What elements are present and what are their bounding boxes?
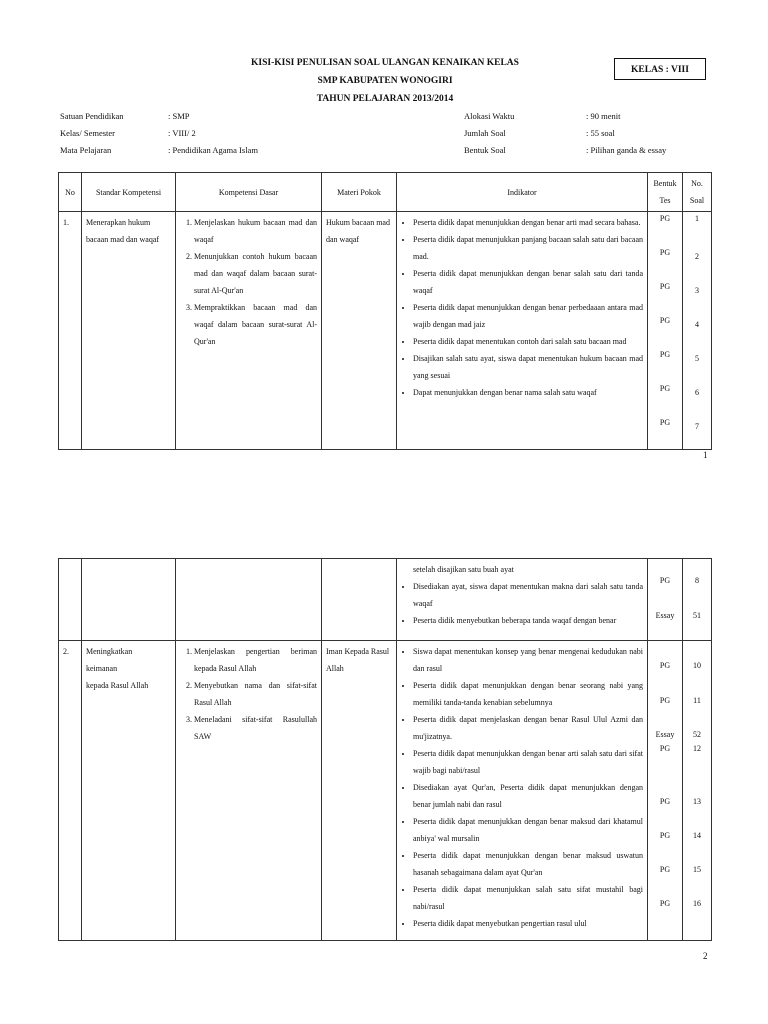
info-value: : Pendidikan Agama Islam (168, 145, 258, 155)
indikator-continued-line: setelah disajikan satu buah ayat (413, 565, 514, 574)
kisi-kisi-table-page2 (58, 558, 712, 941)
no-soal (683, 641, 712, 941)
indikator-continued (397, 559, 648, 641)
bentuk-value: PG (659, 418, 671, 427)
indikator-item: • Dapat menunjukkan dengan benar nama salah satu waqaf (413, 384, 643, 401)
kd-item: 2. Menunjukkan contoh hukum bacaan mad dan waqaf dalam bacaan surat-surat Al-Qur'an (194, 248, 317, 299)
table-header-row (59, 173, 712, 212)
bentuk-value: PG (659, 248, 671, 257)
no-soal (683, 559, 712, 641)
indikator-item: • Peserta didik dapat menunjukkan dengan benar salah satu dari tanda waqaf (413, 265, 643, 299)
page-number: 1 (703, 450, 708, 460)
no-soal (683, 212, 712, 450)
bentuk-value: PG (659, 797, 671, 806)
nosoal-value: 1 (695, 214, 699, 223)
page-number: 2 (703, 951, 708, 961)
table-row-continued (59, 559, 712, 641)
indikator-item: • Peserta didik menyebutkan beberapa tanda waqaf dengan benar (413, 612, 643, 629)
indikator-item: • Peserta didik dapat menunjukkan dengan benar maksud uswatun hasanah sebagaimana dalam ayat Qur'an (413, 847, 643, 881)
indikator-item: • Peserta didik dapat menunjukkan dengan benar arti mad secara bahasa. (413, 214, 643, 231)
col-indikator-header: Indikator (397, 173, 648, 212)
col-no-header: No (59, 173, 82, 212)
col-sk-header: Standar Kompetensi (82, 173, 176, 212)
indikator (397, 641, 648, 941)
bentuk-tes (648, 212, 683, 450)
sk-line: kepada Rasul Allah (86, 681, 149, 690)
bentuk-value: PG (659, 831, 671, 840)
nosoal-value: 51 (693, 611, 701, 620)
col-kd-header: Kompetensi Dasar (176, 173, 322, 212)
col-nosoal-header (683, 173, 712, 212)
kisi-kisi-table-page1 (58, 172, 712, 450)
nosoal-value: 4 (695, 320, 699, 329)
bentuk-value: PG (659, 384, 671, 393)
info-label: Bentuk Soal (464, 145, 506, 155)
info-value: : Pilihan ganda & essay (586, 145, 667, 155)
table-row (59, 641, 712, 941)
indikator-item: • Peserta didik dapat menentukan contoh dari salah satu bacaan mad (413, 333, 643, 350)
nosoal-value: 11 (693, 696, 701, 705)
kelas-box: KELAS : VIII (614, 58, 706, 80)
kd-item: 3. Mempraktikkan bacaan mad dan waqaf dalam bacaan surat-surat Al- Qur'an (194, 299, 317, 350)
bentuk-tes (648, 559, 683, 641)
info-value: : SMP (168, 111, 190, 121)
info-value: : VIII/ 2 (168, 128, 196, 138)
materi-pokok: Iman Kepada Rasul Allah (322, 641, 397, 941)
kd-item: 2. Menyebutkan nama dan sifat-sifat Rasul Allah (194, 677, 317, 711)
info-label: Jumlah Soal (464, 128, 506, 138)
row-no: 2. (59, 641, 82, 941)
col-nosoal-line1: No. (691, 179, 703, 188)
bentuk-value: PG (659, 350, 671, 359)
year-title: TAHUN PELAJARAN 2013/2014 (316, 94, 454, 104)
bentuk-value: Essay (655, 611, 675, 620)
indikator-item: • Peserta didik dapat menunjukkan dengan benar maksud dari khatamul anbiya' wal mursalin (413, 813, 643, 847)
kompetensi-dasar (176, 212, 322, 450)
nosoal-value: 2 (695, 252, 699, 261)
kd-item: 1. Menjelaskan pengertian beriman kepada Rasul Allah (194, 643, 317, 677)
nosoal-value: 6 (695, 388, 699, 397)
indikator-item: • Peserta didik dapat menunjukkan salah satu sifat mustahil bagi nabi/rasul (413, 881, 643, 915)
bentuk-value: PG (659, 282, 671, 291)
info-label: Mata Pelajaran (60, 145, 112, 155)
info-value: : 55 soal (586, 128, 615, 138)
bentuk-value: Essay (655, 730, 675, 739)
nosoal-value: 52 (693, 730, 701, 739)
info-value: : 90 menit (586, 111, 621, 121)
table-row (59, 212, 712, 450)
col-bentuk-header (648, 173, 683, 212)
kd-empty (176, 559, 322, 641)
indikator-item: • Peserta didik dapat menunjukkan panjang bacaan salah satu dari bacaan mad. (413, 231, 643, 265)
nosoal-value: 12 (693, 744, 701, 753)
info-label: Satuan Pendidikan (60, 111, 124, 121)
bentuk-value: PG (659, 696, 671, 705)
nosoal-value: 10 (693, 661, 701, 670)
indikator-item: • Siswa dapat menentukan konsep yang benar mengenai kedudukan nabi dan rasul (413, 643, 643, 677)
standar-kompetensi (82, 641, 176, 941)
col-materi-header: Materi Pokok (322, 173, 397, 212)
bentuk-value: PG (659, 661, 671, 670)
indikator-item: • Peserta didik dapat menunjukkan dengan benar arti salah satu dari sifat wajib bagi nabi/rasul (413, 745, 643, 779)
bentuk-value: PG (659, 744, 671, 753)
bentuk-value: PG (659, 214, 671, 223)
nosoal-value: 5 (695, 354, 699, 363)
sk-line: keimanan (86, 664, 118, 673)
nosoal-value: 15 (693, 865, 701, 874)
kd-item: 1. Menjelaskan hukum bacaan mad dan waqaf (194, 214, 317, 248)
nosoal-value: 16 (693, 899, 701, 908)
standar-kompetensi: Menerapkan hukum bacaan mad dan waqaf (82, 212, 176, 450)
sk-line: Meningkatkan (86, 647, 133, 656)
school-title: SMP KABUPATEN WONOGIRI (317, 76, 453, 86)
bentuk-value: PG (659, 899, 671, 908)
indikator-item: • Disediakan ayat Qur'an, Peserta didik dapat menunjukkan dengan benar jumlah nabi dan rasul (413, 779, 643, 813)
bentuk-value: PG (659, 316, 671, 325)
row-no-empty (59, 559, 82, 641)
indikator-item: • Disediakan ayat, siswa dapat menentukan makna dari salah satu tanda waqaf (413, 578, 643, 612)
document-title: KISI-KISI PENULISAN SOAL ULANGAN KENAIKAN KELAS (251, 58, 519, 68)
bentuk-tes (648, 641, 683, 941)
bentuk-value: PG (659, 865, 671, 874)
indikator-item: • Peserta didik dapat menyebutkan pengertian rasul ulul (413, 915, 643, 932)
col-nosoal-line2: Soal (689, 196, 705, 205)
row-no: 1. (59, 212, 82, 450)
col-bentuk-line1: Bentuk (653, 179, 677, 188)
kd-item: 3. Meneladani sifat-sifat Rasulullah SAW (194, 711, 317, 745)
nosoal-value: 8 (695, 576, 699, 585)
bentuk-value: PG (659, 576, 671, 585)
nosoal-value: 14 (693, 831, 701, 840)
info-label: Kelas/ Semester (60, 128, 115, 138)
materi-pokok: Hukum bacaan mad dan waqaf (322, 212, 397, 450)
sk-empty (82, 559, 176, 641)
materi-empty (322, 559, 397, 641)
indikator-item: • Disajikan salah satu ayat, siswa dapat menentukan hukum bacaan mad yang sesuai (413, 350, 643, 384)
indikator-item: • Peserta didik dapat menunjukkan dengan benar perbedaaan antara mad wajib dengan mad jaiz (413, 299, 643, 333)
indikator (397, 212, 648, 450)
indikator-item: • Peserta didik dapat menjelaskan dengan benar Rasul Ulul Azmi dan mu'jizatnya. (413, 711, 643, 745)
indikator-item: • Peserta didik dapat menunjukkan dengan benar seorang nabi yang memiliki tanda-tanda kenabian sebelumnya (413, 677, 643, 711)
nosoal-value: 7 (695, 422, 699, 431)
col-bentuk-line2: Tes (659, 196, 671, 205)
nosoal-value: 3 (695, 286, 699, 295)
nosoal-value: 13 (693, 797, 701, 806)
info-label: Alokasi Waktu (464, 111, 515, 121)
kompetensi-dasar (176, 641, 322, 941)
